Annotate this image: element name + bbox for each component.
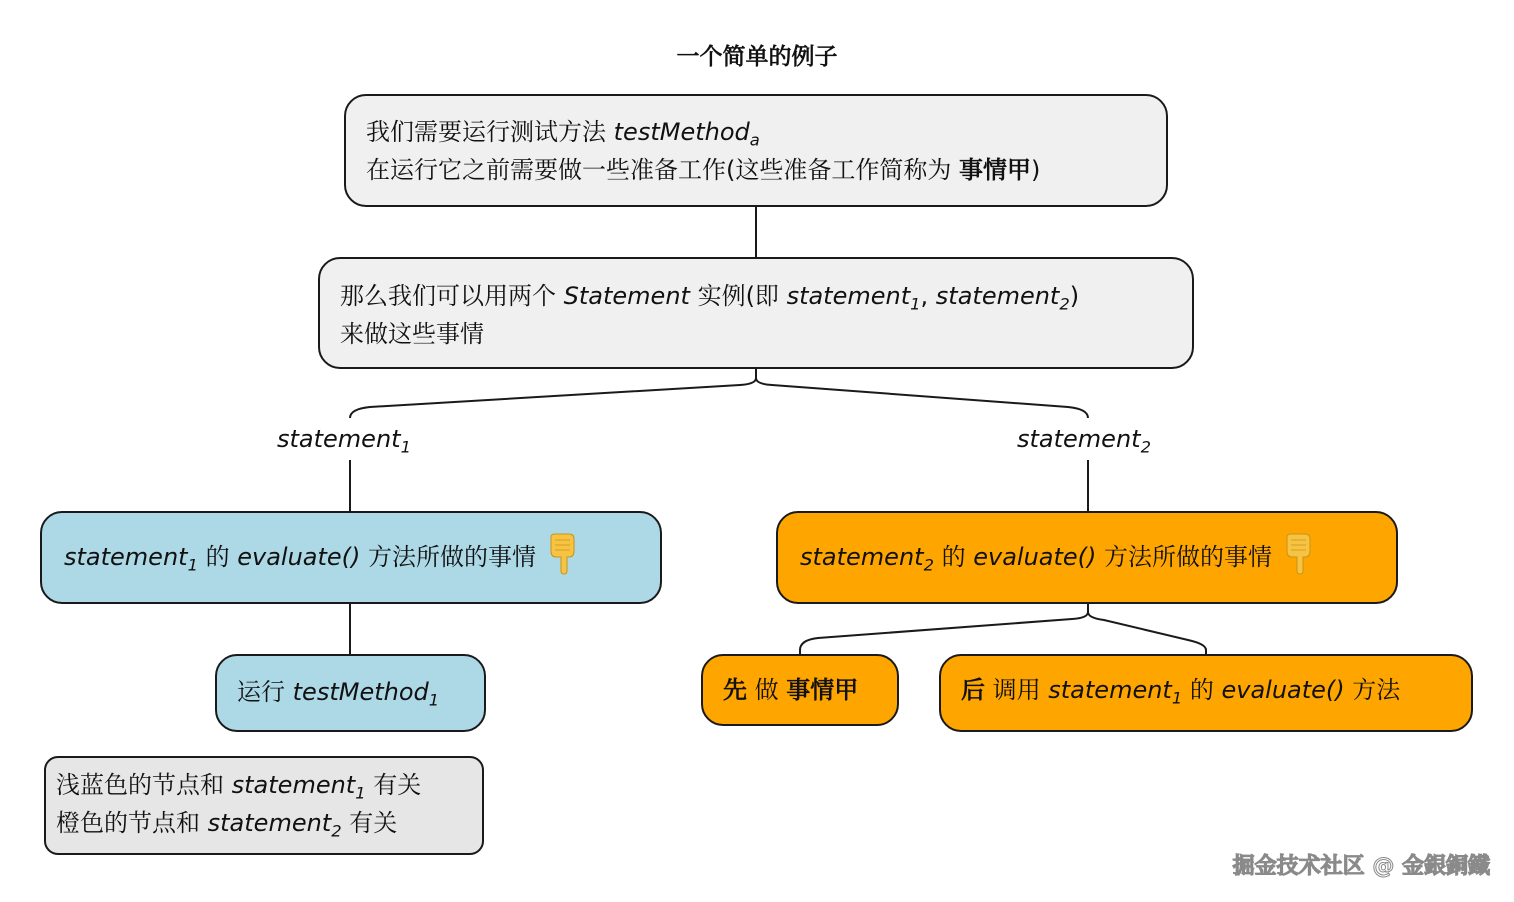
legend-line-2 xyxy=(56,804,482,842)
legend-line2-a: 橙色的节点和 xyxy=(56,809,208,837)
after-evaluate: evaluate() xyxy=(1221,676,1345,704)
root-line2-end: ) xyxy=(1031,156,1041,184)
middle-line-2: 来做这些事情 xyxy=(340,320,484,348)
edge-label-2-text: statement xyxy=(1017,425,1141,453)
run-method-sub: 1 xyxy=(428,690,440,710)
right-node-rest: 方法所做的事情 xyxy=(1096,543,1273,571)
after-statement-sub: 1 xyxy=(1171,688,1183,708)
right-node-statement: statement xyxy=(800,543,924,571)
watermark: 掘金技术社区 @ 金銀銅鐵 xyxy=(1232,854,1490,879)
after-call: 调用 xyxy=(985,676,1049,704)
middle-statement-1-sub: 1 xyxy=(910,294,921,314)
after-statement: statement xyxy=(1048,676,1172,704)
run-method-name: testMethod xyxy=(292,678,429,706)
pointing-down-hand-icon xyxy=(1282,533,1314,575)
statement1-evaluate-node xyxy=(40,511,662,604)
after-de: 的 xyxy=(1182,676,1222,704)
first-label: 先 xyxy=(723,676,747,704)
middle-node xyxy=(318,257,1194,369)
edge-label-1-text: statement xyxy=(277,425,401,453)
then-call-evaluate-node xyxy=(939,654,1473,732)
right-node-statement-sub: 2 xyxy=(923,555,934,575)
right-node-de: 的 xyxy=(933,543,974,571)
run-text: 运行 xyxy=(237,678,293,706)
diagram-title: 一个简单的例子 xyxy=(676,44,838,70)
legend-line1-sub: 1 xyxy=(355,783,366,803)
edge-label-2-sub: 2 xyxy=(1140,437,1151,457)
after-method: 方法 xyxy=(1344,676,1401,704)
first-do: 做 xyxy=(747,676,787,704)
legend-line1-b: 有关 xyxy=(365,771,422,799)
left-node-de: 的 xyxy=(197,543,238,571)
left-node-evaluate: evaluate() xyxy=(237,543,361,571)
middle-statement-2: statement xyxy=(935,282,1060,310)
edge-right-node-to-first xyxy=(800,603,1088,655)
middle-line-1 xyxy=(340,277,1192,315)
edge-label-1-sub: 1 xyxy=(400,437,411,457)
root-line2-text: 在运行它之前需要做一些准备工作(这些准备工作简称为 xyxy=(366,156,959,184)
legend-line-1 xyxy=(56,766,482,804)
edge-middle-to-statement2 xyxy=(756,378,1088,418)
legend-note xyxy=(44,756,484,855)
pointing-down-hand-icon xyxy=(546,533,578,575)
root-line-2 xyxy=(366,151,1166,189)
root-node xyxy=(344,94,1168,207)
after-label: 后 xyxy=(961,676,985,704)
right-node-evaluate: evaluate() xyxy=(973,543,1097,571)
root-method-subscript: a xyxy=(749,130,760,150)
left-node-statement-sub: 1 xyxy=(187,555,198,575)
legend-line2-statement: statement xyxy=(207,809,332,837)
edge-middle-to-statement1 xyxy=(350,368,756,418)
left-node-rest: 方法所做的事情 xyxy=(360,543,537,571)
middle-close: ) xyxy=(1069,282,1080,310)
middle-comma: , xyxy=(920,282,936,310)
legend-line1-a: 浅蓝色的节点和 xyxy=(56,771,232,799)
edge-right-node-to-second xyxy=(1088,612,1206,655)
middle-statement-2-sub: 2 xyxy=(1059,294,1070,314)
edge-label-statement1 xyxy=(277,424,411,457)
root-line-1 xyxy=(366,113,1166,151)
root-line1-text: 我们需要运行测试方法 xyxy=(366,118,614,146)
edge-label-statement2 xyxy=(1017,424,1151,457)
run-testmethod-node xyxy=(215,654,486,732)
legend-line1-statement: statement xyxy=(231,771,356,799)
middle-text-2: 实例(即 xyxy=(689,282,787,310)
root-method-name: testMethod xyxy=(613,118,750,146)
first-thing-a: 事情甲 xyxy=(786,676,859,704)
middle-statement-1: statement xyxy=(786,282,911,310)
left-node-statement: statement xyxy=(64,543,188,571)
root-thing-a: 事情甲 xyxy=(959,156,1031,184)
middle-statement-class: Statement xyxy=(563,282,690,310)
first-do-thing-node xyxy=(701,654,899,726)
legend-line2-b: 有关 xyxy=(341,809,398,837)
legend-line2-sub: 2 xyxy=(331,821,342,841)
statement2-evaluate-node xyxy=(776,511,1398,604)
middle-text-1: 那么我们可以用两个 xyxy=(340,282,564,310)
